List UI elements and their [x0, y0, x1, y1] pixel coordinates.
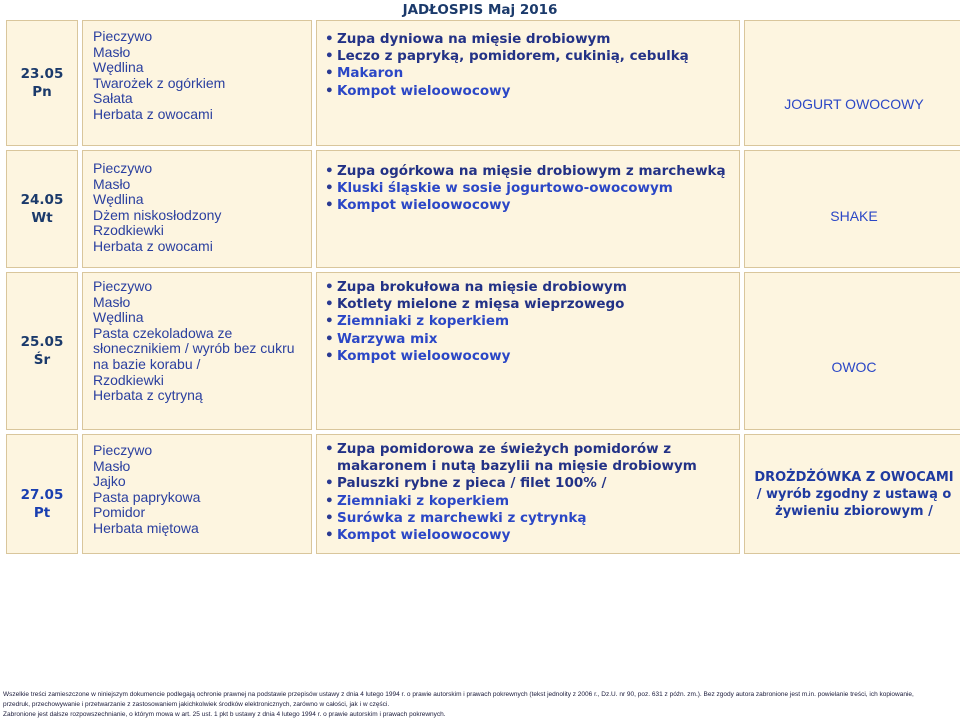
lunch-item: • Kompot wieloowocowy [323, 83, 739, 100]
lunch-item: • Paluszki rybne z pieca / filet 100% / [323, 475, 739, 492]
breakfast-cell [82, 434, 312, 554]
lunch-item: • Ziemniaki z koperkiem [323, 313, 739, 330]
bullet-icon [325, 527, 334, 544]
lunch-item: • Kotlety mielone z mięsa wieprzowego [323, 296, 739, 313]
breakfast-item: Pieczywo [93, 28, 153, 44]
menu-table [6, 20, 960, 554]
bullet-icon [325, 296, 334, 313]
breakfast-item: Herbata z cytryną [93, 387, 203, 404]
breakfast-item: na bazie korabu / [93, 355, 201, 372]
footer-line: Zabronione jest dalsze rozpowszechnianie, o którym mowa w art. 25 ust. 1 pkt b ustawy z dnia 4 lutego 1994 r. o prawie autorskim i prawach pokrewnych. [3, 711, 446, 718]
breakfast-item: Twarożek z ogórkiem [93, 74, 226, 91]
bullet-icon [325, 48, 334, 65]
breakfast-item: Wędlina [93, 59, 144, 76]
bullet-icon [325, 65, 334, 82]
day-name: Wt [31, 210, 53, 226]
breakfast-item: Pasta paprykowa [93, 488, 201, 505]
lunch-item: • Kompot wieloowocowy [323, 197, 739, 214]
bullet-icon [325, 475, 334, 492]
snack-cell [744, 272, 960, 430]
bullet-icon [325, 313, 334, 330]
snack-cell [744, 434, 960, 554]
bullet-icon [325, 510, 334, 527]
lunch-item: • Kompot wieloowocowy [323, 348, 739, 365]
lunch-item: • Surówka z marchewki z cytrynką [323, 510, 739, 527]
lunch-cell [316, 150, 740, 268]
breakfast-item: Pieczywo [93, 160, 153, 176]
lunch-item: • Kompot wieloowocowy [323, 527, 739, 544]
breakfast-item: Pomidor [93, 504, 146, 521]
lunch-item: • Zupa dyniowa na mięsie drobiowym [323, 31, 739, 48]
breakfast-item: Wędlina [93, 191, 144, 208]
breakfast-item: Masło [93, 293, 131, 310]
day-date: 24.05 [20, 192, 64, 208]
day-date-cell [6, 150, 78, 268]
breakfast-cell [82, 20, 312, 146]
breakfast-item: Wędlina [93, 309, 144, 326]
bullet-icon [325, 197, 334, 214]
breakfast-item: Jajko [93, 473, 126, 490]
lunch-item: • Warzywa mix [323, 331, 739, 348]
breakfast-cell [82, 272, 312, 430]
snack-cell [744, 20, 960, 146]
day-date: 27.05 [20, 487, 64, 503]
day-name: Pt [33, 505, 51, 521]
day-date: 25.05 [20, 334, 64, 350]
breakfast-item: Pieczywo [93, 278, 153, 294]
breakfast-item: Pasta czekoladowa ze [93, 324, 233, 341]
lunch-item: • Zupa brokułowa na mięsie drobiowym [323, 279, 739, 296]
lunch-cell [316, 272, 740, 430]
snack-text: JOGURT OWOCOWY [784, 96, 924, 112]
footer-line: przedruk, przechowywanie i przetwarzanie z zastosowaniem jakichkolwiek środków elektronicznych, zarówno w całości, jak i w części. [3, 701, 390, 708]
copyright-footer [3, 690, 959, 720]
lunch-item: • Kluski śląskie w sosie jogurtowo-owocowym [323, 180, 739, 197]
breakfast-cell [82, 150, 312, 268]
bullet-icon [325, 180, 334, 197]
lunch-cell [316, 434, 740, 554]
bullet-icon [325, 163, 334, 180]
breakfast-item: Masło [93, 43, 131, 60]
snack-text: SHAKE [830, 208, 878, 224]
day-date-cell [6, 434, 78, 554]
lunch-item: • Zupa pomidorowa ze świeżych pomidorów z makaronem i nutą bazylii na mięsie drobiowym [323, 441, 739, 475]
day-date: 23.05 [20, 66, 64, 82]
breakfast-item: Masło [93, 175, 131, 192]
breakfast-item: Pieczywo [93, 442, 153, 458]
bullet-icon [325, 279, 334, 296]
snack-cell [744, 150, 960, 268]
snack-text: DROŻDŻÓWKA Z OWOCAMI / wyrób zgodny z ustawą o żywieniu zbiorowym / [754, 469, 954, 519]
breakfast-item: Rzodkiewki [93, 371, 164, 388]
lunch-cell [316, 20, 740, 146]
bullet-icon [325, 493, 334, 510]
breakfast-item: słonecznikiem / wyrób bez cukru [93, 340, 295, 357]
breakfast-item: Rzodkiewki [93, 222, 164, 239]
snack-text: OWOC [831, 359, 877, 375]
page-title: JADŁOSPIS Maj 2016 [402, 2, 558, 18]
lunch-item: • Ziemniaki z koperkiem [323, 493, 739, 510]
breakfast-item: Herbata miętowa [93, 519, 199, 536]
bullet-icon [325, 331, 334, 348]
footer-line: Wszelkie treści zamieszczone w niniejszym dokumencie podlegają ochronie prawnej na podstawie przepisów ustawy z dnia 4 lutego 1994 r. o prawie autorskim i prawach pokrewnych (tekst jednolity z 2006 r., Dz.U. nr 90, poz. 631 z późn. zm.). Bez zgody autora zabronione jest m.in. powielanie treści, ich kopiowanie, [3, 691, 914, 698]
breakfast-item: Sałata [93, 90, 133, 107]
day-name: Pn [32, 84, 52, 100]
breakfast-item: Dżem niskosłodzony [93, 206, 222, 223]
bullet-icon [325, 348, 334, 365]
breakfast-item: Herbata z owocami [93, 105, 213, 122]
lunch-item: • Leczo z papryką, pomidorem, cukinią, cebulką [323, 48, 739, 65]
lunch-item: • Makaron [323, 65, 739, 82]
bullet-icon [325, 441, 334, 458]
breakfast-item: Masło [93, 457, 131, 474]
bullet-icon [325, 31, 334, 48]
day-date-cell [6, 272, 78, 430]
day-date-cell [6, 20, 78, 146]
day-name: Śr [33, 352, 51, 368]
breakfast-item: Herbata z owocami [93, 237, 213, 254]
lunch-item: • Zupa ogórkowa na mięsie drobiowym z marchewką [323, 163, 739, 180]
bullet-icon [325, 83, 334, 100]
